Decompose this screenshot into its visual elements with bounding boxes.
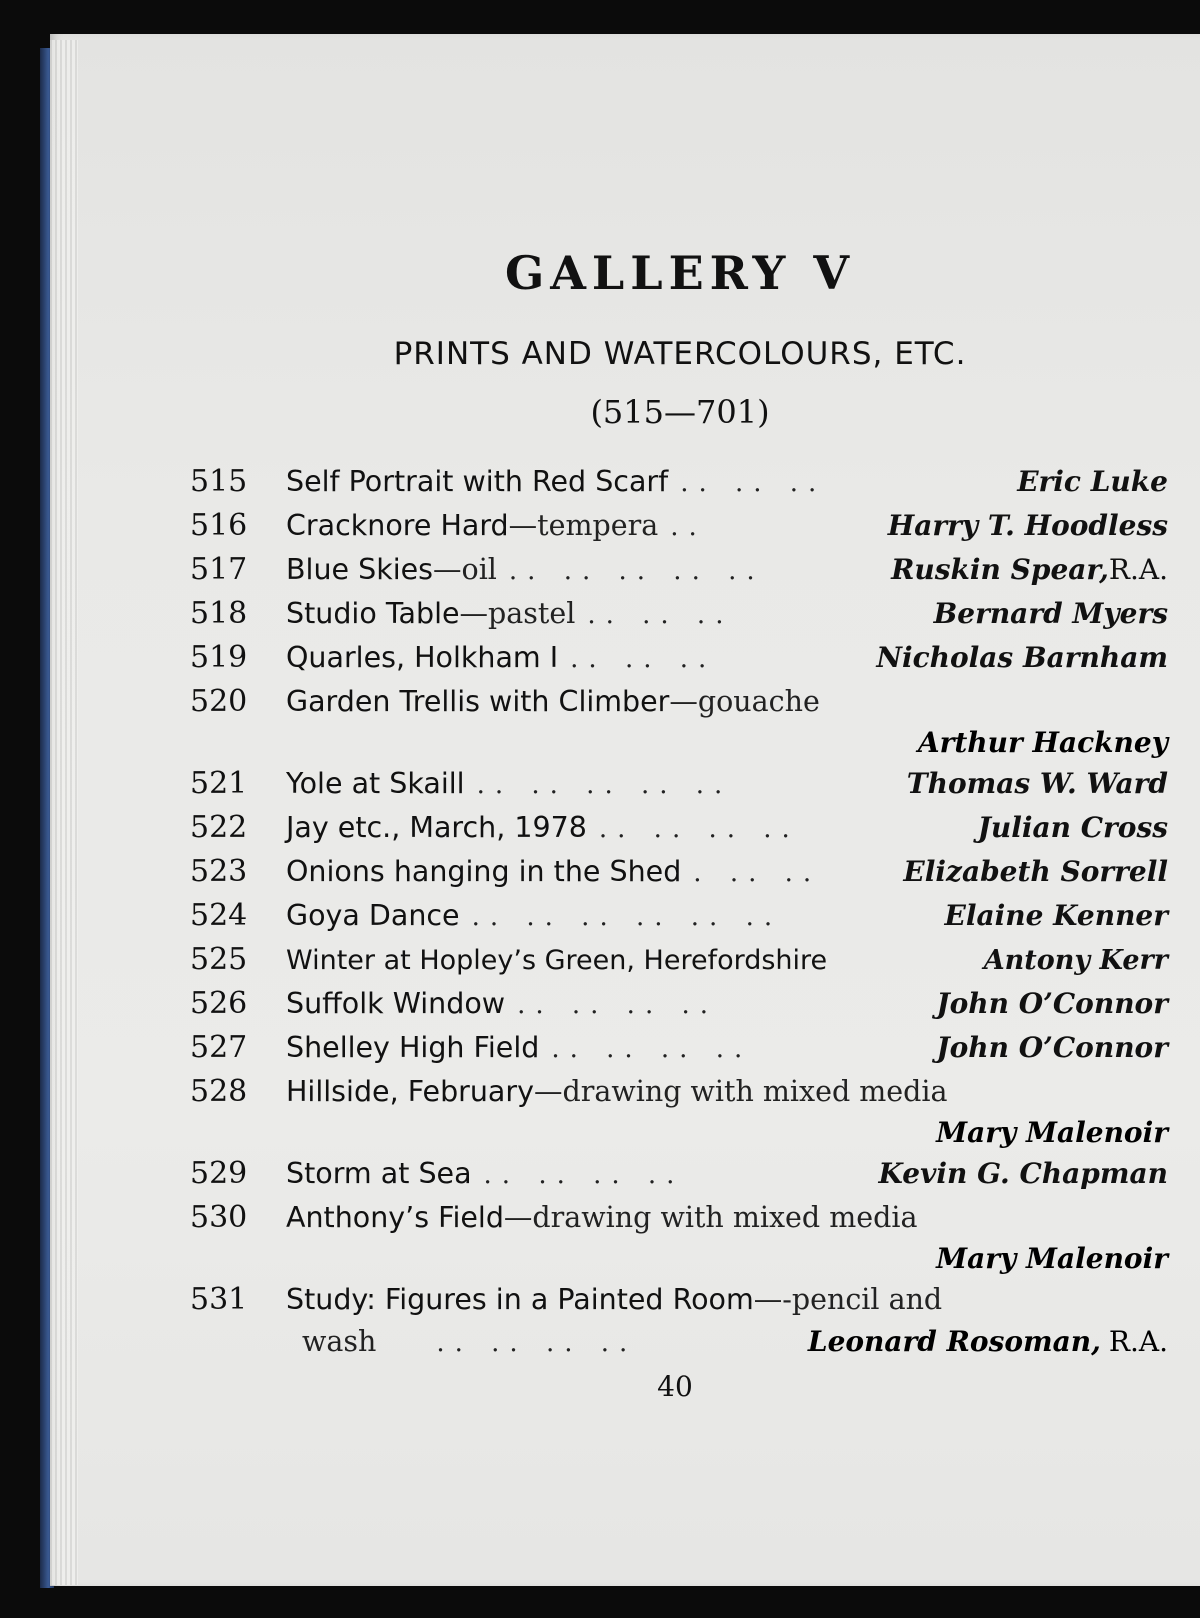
entry-artist: Harry T. Hoodless [887, 509, 1168, 542]
entry-medium: —gouache [669, 685, 820, 718]
catalogue-entry [190, 938, 1168, 982]
entry-title: Goya Dance [286, 899, 460, 932]
leader-dots: .. .. .. .. .. .. [471, 902, 783, 932]
catalogue-entry [190, 504, 1168, 548]
leader-dots: .. .. .. .. [517, 990, 719, 1020]
entry-title: Garden Trellis with Climber [286, 685, 670, 718]
entry-number: 521 [190, 766, 248, 801]
entry-title: Winter at Hopley’s Green, Herefordshire [286, 945, 828, 976]
leader-dots: .. .. .. [570, 644, 717, 674]
entry-title: Storm at Sea [286, 1157, 472, 1190]
entry-title: Shelley High Field [286, 1031, 540, 1064]
entry-medium: —drawing with mixed media [503, 1201, 918, 1234]
entry-number: 520 [190, 684, 248, 719]
entry-number: 530 [190, 1200, 248, 1235]
entry-title: Cracknore Hard [286, 509, 509, 542]
entry-artist: Elizabeth Sorrell [903, 855, 1168, 888]
leader-dots: .. .. .. .. [436, 1328, 638, 1358]
entry-title: Self Portrait with Red Scarf [286, 465, 669, 498]
entry-artist: Eric Luke [1017, 465, 1168, 498]
entry-artist: John O’Connor [936, 987, 1168, 1020]
catalogue-entry [190, 982, 1168, 1026]
entry-medium: —tempera [508, 509, 659, 542]
entry-number: 531 [190, 1282, 248, 1317]
entry-artist: Antony Kerr [983, 945, 1168, 976]
catalogue-entries [190, 460, 1168, 1362]
entry-number: 527 [190, 1030, 248, 1065]
section-subtitle: PRINTS AND WATERCOLOURS, ETC. [393, 336, 967, 372]
catalogue-entry [190, 1196, 1168, 1278]
entry-number: 519 [190, 640, 248, 675]
entry-artist: Leonard Rosoman, [807, 1325, 1101, 1358]
entry-artist: Arthur Hackney [917, 726, 1168, 759]
entry-number: 525 [190, 942, 248, 977]
entry-number: 523 [190, 854, 248, 889]
entry-number: 524 [190, 898, 248, 933]
entry-medium-continued: wash [302, 1325, 377, 1358]
leader-dots: .. .. .. .. [551, 1034, 753, 1064]
entry-title: Yole at Skaill [286, 767, 465, 800]
entry-medium: —oil [433, 553, 497, 586]
leader-dots: .. .. .. .. [483, 1160, 685, 1190]
entry-number: 526 [190, 986, 248, 1021]
gallery-title: GALLERY V [504, 246, 856, 300]
entry-title: Quarles, Holkham I [286, 641, 559, 674]
catalogue-entry [190, 592, 1168, 636]
catalogue-entry [190, 762, 1168, 806]
artist-honour: R.A. [1108, 553, 1168, 586]
entry-artist: Ruskin Spear, [891, 553, 1109, 586]
catalogue-entry [190, 680, 1168, 762]
catalogue-entry [190, 1026, 1168, 1070]
artist-honour: R.A. [1108, 1325, 1168, 1358]
entry-artist: Mary Malenoir [936, 1116, 1168, 1149]
leader-dots: . .. .. [693, 858, 822, 888]
entry-artist: Mary Malenoir [936, 1242, 1168, 1275]
entry-medium: —-pencil and [753, 1283, 943, 1316]
entry-medium: —drawing with mixed media [533, 1075, 948, 1108]
catalogue-entry [190, 548, 1168, 592]
catalogue-entry [190, 806, 1168, 850]
catalogue-entry [190, 460, 1168, 504]
entry-title: Anthony’s Field [286, 1201, 504, 1234]
leader-dots: .. .. .. .. .. [476, 770, 733, 800]
catalogue-entry [190, 636, 1168, 680]
entry-artist: Bernard Myers [933, 597, 1168, 630]
leader-dots: .. .. .. [587, 600, 734, 630]
entry-artist: Elaine Kenner [944, 899, 1168, 932]
leader-dots: .. .. .. .. [598, 814, 800, 844]
entry-artist: Thomas W. Ward [906, 767, 1168, 800]
entry-number: 515 [190, 464, 248, 499]
catalogue-entry [190, 1070, 1168, 1152]
page-number: 40 [657, 1370, 693, 1403]
entry-title: Hillside, February [286, 1075, 534, 1108]
entry-title: Jay etc., March, 1978 [286, 811, 587, 844]
entry-medium: —pastel [459, 597, 576, 630]
entry-title: Blue Skies [286, 553, 434, 586]
catalogue-entry [190, 1278, 1168, 1362]
entry-title: Study: Figures in a Painted Room [286, 1283, 754, 1316]
entry-artist: Kevin G. Chapman [878, 1157, 1168, 1190]
entry-title: Suffolk Window [286, 987, 506, 1020]
entry-artist: John O’Connor [936, 1031, 1168, 1064]
entry-artist: Julian Cross [977, 811, 1168, 844]
catalogue-range: (515—701) [590, 393, 770, 431]
catalogue-entry [190, 894, 1168, 938]
entry-number: 529 [190, 1156, 248, 1191]
leader-dots: .. .. .. [680, 468, 827, 498]
entry-title: Studio Table [286, 597, 460, 630]
leader-dots: .. [670, 512, 707, 542]
catalogue-entry [190, 850, 1168, 894]
entry-number: 522 [190, 810, 248, 845]
entry-title: Onions hanging in the Shed [286, 855, 682, 888]
entry-number: 518 [190, 596, 248, 631]
entry-artist: Nicholas Barnham [876, 641, 1168, 674]
entry-number: 517 [190, 552, 248, 587]
entry-number: 516 [190, 508, 248, 543]
entry-number: 528 [190, 1074, 248, 1109]
catalogue-entry [190, 1152, 1168, 1196]
leader-dots: .. .. .. .. .. [508, 556, 765, 586]
